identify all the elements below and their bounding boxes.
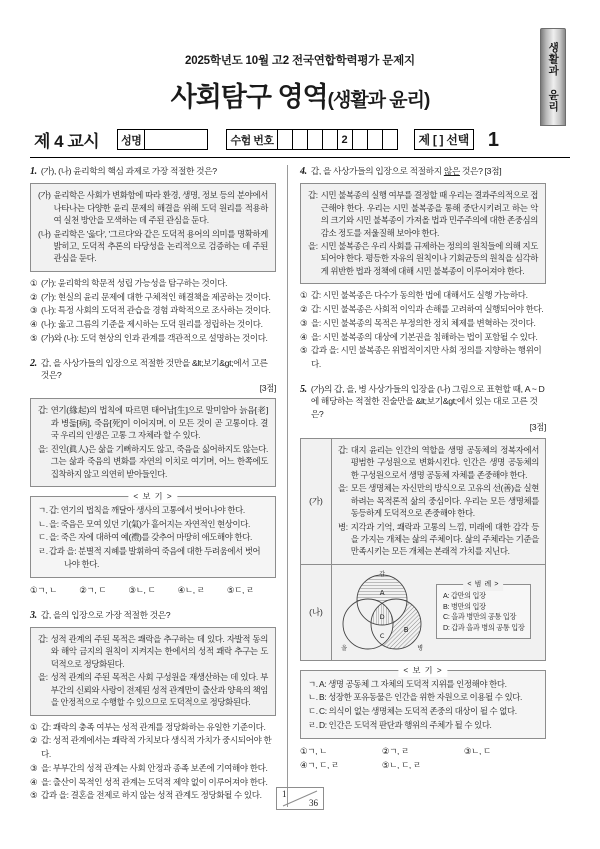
choice-marker: ①: [300, 746, 308, 757]
passage-tag: 을:: [38, 672, 48, 683]
passage-row: [38, 228, 268, 265]
passage-tag: 을:: [308, 240, 318, 251]
question-5-bogi-box: [300, 665, 546, 739]
question-2-bogi-box: [30, 491, 276, 578]
bogi-text: 갑: 연기의 법칙을 깨달아 생사의 고통에서 벗어나야 한다.: [49, 504, 245, 515]
page-indicator: [276, 787, 324, 810]
svg-text:B: B: [403, 625, 409, 634]
choice-marker: ①: [30, 721, 38, 732]
question-1-prompt: (가), (나) 윤리학의 핵심 과제로 가장 적절한 것은?: [40, 166, 217, 176]
bogi-marker: ㄴ.: [38, 518, 48, 529]
choice-marker: ③: [300, 317, 308, 328]
question-3: [30, 609, 276, 803]
choice-marker: ②: [30, 735, 38, 746]
choice-marker: ③: [30, 762, 38, 773]
question-1-choices: [30, 277, 276, 346]
choice-text: 을: 부부간의 성적 관계는 사회 안정과 종족 보존에 기여해야 한다.: [41, 762, 268, 773]
legend-item-a: A: 갑만의 입장: [443, 591, 486, 601]
subject-select-box[interactable]: 제 [ ] 선택: [414, 129, 474, 150]
passage-body: 시민 불복종의 실행 여부를 결정할 때 우리는 결과주의적으로 접근해야 한다. 우리는 시민 불복종을 통해 중단시키려고 하는 악의 크기와 시민 불복종이 가져올 법과 민주주의에 대한 존중심의 감소 정도를 저울질해 보아야 한다.: [320, 190, 538, 238]
passage-tag: 갑:: [338, 444, 348, 455]
choice-text: (가): 현실의 윤리 문제에 대한 구체적인 해결책을 제공하는 것이다.: [41, 291, 271, 302]
passage-row: [338, 482, 539, 519]
bogi-item: [38, 531, 268, 544]
choice-text: (나): 특정 사회의 도덕적 관습을 경험 과학적으로 조사하는 것이다.: [41, 305, 271, 316]
bogi-title: < 보 기 >: [398, 665, 447, 677]
choice-text: (가)와 (나): 도덕 현상의 인과 관계를 객관적으로 설명하는 것이다.: [41, 332, 268, 343]
bogi-item: [38, 545, 268, 558]
table-label-ga: (가): [301, 439, 332, 564]
passage-tag: 갑:: [38, 405, 48, 416]
paper-sheet: [30, 34, 570, 816]
choice-option[interactable]: [300, 745, 382, 759]
passage-row: [338, 521, 539, 558]
passage-tag: 갑:: [308, 190, 318, 201]
page-title: [30, 75, 570, 114]
exam-number-cell[interactable]: [368, 130, 383, 149]
choice-text: ㄴ, ㄹ: [184, 585, 205, 595]
choice-marker: ④: [30, 776, 38, 787]
question-5-points: [3점]: [529, 421, 546, 432]
choice-text: 을: 시민 불복종의 대상에 기본권을 침해하는 법이 포함될 수 있다.: [311, 331, 538, 342]
choice-option[interactable]: [30, 721, 276, 735]
prompt-negation: 않은: [443, 166, 460, 176]
left-column: [30, 165, 287, 807]
legend-item-c: C: 을과 병만의 공통 입장: [443, 612, 517, 622]
bogi-marker: ㄷ.: [38, 532, 48, 543]
choice-option[interactable]: [300, 759, 382, 773]
question-2-points: [3점]: [259, 383, 276, 394]
identification-row: [30, 127, 570, 152]
choice-marker: ③: [30, 305, 38, 316]
content-columns: [30, 165, 570, 807]
name-label: 성명: [118, 130, 145, 149]
question-2-choices: [30, 584, 276, 598]
exam-number-cell[interactable]: [293, 130, 308, 149]
question-4-prompt: [311, 165, 546, 179]
bogi-marker: ㄱ.: [38, 504, 48, 515]
choice-option[interactable]: [30, 734, 276, 762]
choice-option[interactable]: [300, 303, 546, 317]
question-4-choices: [300, 289, 546, 372]
header-divider: [30, 157, 570, 158]
legend-title: < 범 례 >: [463, 580, 503, 590]
svg-text:을: 을: [341, 644, 347, 652]
choice-option[interactable]: [30, 762, 276, 776]
choice-marker: ③: [463, 746, 472, 757]
passage-tag: (가): [38, 190, 51, 201]
choice-marker: ①: [300, 290, 308, 301]
passage-body: 시민 불복종은 우리 사회를 규제하는 정의의 원칙들에 의해 지도되어야 한다. 평등한 자유의 원칙이나 기회균등의 원칙을 심각하게 위반한 법과 정책에 대해 시민 불복종이 이루어져야 한다.: [320, 240, 538, 276]
choice-text: 을: 출산이 목적인 성적 관계는 도덕적 제약 없이 이루어져야 한다.: [41, 776, 268, 787]
choice-marker: ④: [177, 585, 185, 595]
choice-option[interactable]: [382, 759, 464, 773]
choice-marker: ①: [30, 585, 38, 595]
choice-option[interactable]: [382, 745, 464, 759]
svg-text:갑: 갑: [379, 570, 385, 578]
prompt-part: 갑, 을 사상가들의 입장으로 적절하지: [310, 166, 444, 176]
bogi-text: 갑과 을: 분별적 지혜를 발휘하여 죽음에 대한 두려움에서 벗어: [49, 545, 261, 556]
passage-body: 성적 관계의 주된 목적은 사회 구성원을 재생산하는 데 있다. 부부간의 신뢰와 사랑이 전제된 성적 관계만이 출산과 양육의 책임을 안정적으로 수행할 수 있으므로 도덕적으로 정당화된다.: [50, 672, 268, 708]
question-1-header: [30, 165, 276, 179]
subject-side-tab: [540, 28, 566, 126]
passage-row: [38, 633, 268, 670]
legend-item-b: B: 병만의 입장: [443, 601, 486, 611]
choice-option[interactable]: [30, 584, 79, 598]
table-label-na: (나): [301, 565, 332, 660]
passage-body: 성적 관계의 주된 목적은 쾌락을 추구하는 데 있다. 자발적 동의와 해악 금지의 원칙이 지켜지는 한에서의 성적 쾌락 추구는 도덕적으로 정당화된다.: [50, 633, 268, 669]
question-2-prompt: 갑, 을 사상가들의 입장으로 적절한 것만을 &lt;보기&gt;에서 고른 것은?: [40, 357, 268, 380]
choice-text: 갑과 을: 시민 불복종은 위법적이지만 사회 정의를 지향하는 행위이다.: [311, 345, 542, 370]
question-5-choices: [300, 745, 546, 773]
prompt-part: 것은? [3점]: [459, 166, 502, 176]
choice-text: ㄱ, ㄴ: [37, 585, 58, 595]
choice-option[interactable]: [464, 745, 546, 759]
choice-option[interactable]: [300, 317, 546, 331]
passage-body: 윤리학은 사회가 변화함에 따라 환경, 생명, 정보 등의 분야에서 나타나는 다양한 윤리 문제의 해결을 위해 도덕 원리를 적용하여 실천 방안을 모색하는 데 주된 관심을 둔다.: [53, 190, 268, 226]
legend-item-d: D: 갑과 을과 병의 공통 입장: [443, 622, 525, 632]
choice-text: ㄱ, ㄹ: [389, 746, 409, 757]
question-1: [30, 165, 276, 346]
bogi-text: D: 인간은 도덕적 판단과 행위의 주체가 될 수 있다.: [319, 719, 492, 730]
exam-header: [30, 52, 570, 114]
question-2-passage: [30, 398, 276, 487]
passage-tag: 을:: [338, 483, 348, 494]
choice-option[interactable]: [178, 584, 227, 598]
question-5-prompt: (가)의 갑, 을, 병 사상가들의 입장을 (나) 그림으로 표현할 때, A ~ D에 해당하는 적절한 진술만을 &lt;보기&gt;에서 있는 대로 고른 것은?: [310, 383, 545, 419]
choice-option[interactable]: [227, 584, 276, 598]
choice-text: 갑: 시민 불복종은 사회적 이익과 손해를 고려하여 실행되어야 한다.: [311, 304, 544, 315]
table-cell-statements: [332, 439, 545, 564]
choice-text: 갑: 시민 불복종은 다수가 동의한 법에 대해서도 실행 가능하다.: [311, 290, 528, 301]
passage-row: [38, 671, 268, 708]
choice-marker: ①: [30, 277, 38, 288]
choice-option[interactable]: [300, 344, 546, 372]
passage-tag: 갑:: [38, 633, 48, 644]
choice-option[interactable]: [30, 332, 276, 346]
bogi-text: C: 의식이 없는 생명체는 도덕적 존중의 대상이 될 수 없다.: [319, 706, 517, 717]
current-page-number: 1: [282, 789, 287, 799]
passage-row: [338, 444, 539, 481]
choice-marker: ⑤: [30, 332, 38, 343]
question-3-prompt: 갑, 을의 입장으로 가장 적절한 것은?: [40, 609, 171, 620]
question-1-number: 1.: [30, 166, 37, 177]
passage-tag: 을:: [38, 443, 48, 454]
choice-marker: ②: [79, 585, 87, 595]
passage-body: 모든 생명체는 자신만의 방식으로 고유의 선(善)을 실현하려는 목적론적 삶의 중심이다. 우리는 모든 생명체를 동등하게 도덕적으로 존중해야 한다.: [350, 483, 539, 519]
choice-text: ㄱ, ㄴ: [307, 746, 328, 757]
subject-title: 사회탐구 영역: [170, 82, 328, 112]
bogi-text-continued: 나야 한다.: [64, 559, 99, 570]
bogi-marker: ㄹ.: [38, 545, 48, 556]
total-page-number: 36: [309, 798, 318, 808]
bogi-item: [308, 678, 538, 691]
bogi-text: 을: 죽은 자에 대하여 예(禮)를 갖추어 마땅히 애도해야 한다.: [49, 532, 252, 543]
venn-legend: [436, 581, 531, 639]
question-4-header: [300, 165, 546, 179]
choice-text: (가): 윤리학의 학문적 성립 가능성을 탐구하는 것이다.: [41, 277, 228, 288]
bogi-marker: ㄷ.: [308, 706, 318, 717]
bogi-text: 을: 죽음은 모여 있던 기(氣)가 흩어지는 자연적인 현상이다.: [49, 518, 250, 529]
choice-text: 을: 시민 불복종의 목적은 부정의한 정치 체제를 변혁하는 것이다.: [311, 317, 536, 328]
choice-text: ㄴ, ㄷ, ㄹ: [389, 760, 421, 771]
bogi-marker: ㄴ.: [308, 692, 318, 703]
passage-body: 진인(眞人)은 삶을 기뻐하지도 않고, 죽음을 싫어하지도 않는다. 그는 삶과 죽음의 변화를 자연의 이치로 여기며, 어느 한쪽에도 집착하지 않고 의연히 받아들인다.: [50, 443, 268, 479]
bogi-item: [38, 504, 268, 517]
passage-row: [38, 443, 268, 480]
svg-text:D: D: [379, 612, 385, 621]
table-row: [301, 439, 545, 565]
choice-marker: ⑤: [226, 585, 235, 595]
passage-body: 대지 윤리는 인간의 역할을 생명 공동체의 정복자에서 평범한 구성원으로 변화시킨다. 인간은 생명 공동체의 한 구성원으로서 생명 공동체 자체를 존중해야 한다.: [350, 444, 539, 480]
passage-row: [308, 189, 538, 239]
choice-text: ㄷ, ㄹ: [234, 585, 254, 595]
exam-number-cell[interactable]: [278, 130, 293, 149]
choice-option[interactable]: [128, 584, 177, 598]
passage-row: [308, 240, 538, 277]
choice-option[interactable]: [30, 304, 276, 318]
passage-body: 지각과 기억, 쾌락과 고통의 느낌, 미래에 대한 감각 등을 가지는 개체는 삶의 주체이다. 삶의 주체라는 기준을 만족시키는 모든 개체는 본래적 가치를 지닌다.: [350, 521, 539, 557]
choice-text: ㄱ, ㄷ, ㄹ: [307, 760, 339, 771]
choice-text: 갑: 쾌락의 충족 여부는 성적 관계를 정당화하는 유일한 기준이다.: [41, 721, 266, 732]
passage-row: [38, 189, 268, 226]
choice-option[interactable]: [30, 291, 276, 305]
bogi-item: [308, 705, 538, 718]
choice-option[interactable]: [300, 331, 546, 345]
question-2-header: [30, 357, 276, 382]
question-5-number: 5.: [300, 383, 307, 395]
passage-tag: (나): [38, 228, 51, 239]
choice-marker: ②: [381, 746, 390, 757]
choice-text: ㄴ, ㄷ: [135, 585, 156, 595]
question-4: [300, 165, 546, 372]
exam-number-field[interactable]: [226, 129, 397, 150]
bogi-item: [38, 518, 268, 531]
choice-option[interactable]: [79, 584, 128, 598]
bogi-marker: ㄹ.: [308, 719, 318, 730]
exam-number-label: 수험 번호: [227, 130, 277, 149]
venn-diagram: [336, 570, 428, 654]
choice-marker: ④: [30, 319, 38, 330]
svg-text:A: A: [379, 588, 385, 597]
exam-subtitle: 2025학년도 10월 고2 전국연합학력평가 문제지: [185, 55, 415, 67]
exam-number-cell[interactable]: 2: [338, 130, 353, 149]
choice-text: ㄴ, ㄷ: [471, 746, 491, 757]
period-label: 제 4 교시: [34, 132, 100, 151]
venn-diagram-area: [332, 565, 545, 660]
choice-text: 갑과 을: 결혼을 전제로 하지 않는 성적 관계도 정당화될 수 있다.: [41, 790, 262, 801]
choice-text: ㄱ, ㄷ: [86, 585, 107, 595]
question-3-passage: [30, 627, 276, 716]
choice-marker: ③: [128, 585, 136, 595]
choice-option[interactable]: [30, 277, 276, 291]
passage-body: 연기(緣起)의 법칙에 따르면 태어남[生]으로 말미암아 늙음[老]과 병듦[病], 죽음[死]이 이어지며, 이 모든 것이 곧 고통이다. 결국 우리의 인생은 고통 그 자체라 할 수 있다.: [50, 405, 268, 441]
choice-text: (나): 옳고 그름의 기준을 제시하는 도덕 원리를 정립하는 것이다.: [41, 319, 263, 330]
question-3-number: 3.: [30, 609, 37, 621]
choice-marker: ②: [30, 291, 38, 302]
subject-subtitle: (생활과 윤리): [327, 90, 430, 111]
choice-marker: ②: [300, 304, 308, 315]
choice-marker: ⑤: [30, 790, 38, 801]
name-input[interactable]: [145, 130, 207, 149]
question-4-passage: [300, 183, 546, 284]
table-cell-diagram: [332, 565, 545, 660]
bogi-item: [308, 691, 538, 704]
page-footer: [30, 787, 570, 810]
choice-option[interactable]: [300, 289, 546, 303]
bogi-text: B: 성장한 포유동물은 인간을 위한 자원으로 이용될 수 있다.: [319, 692, 523, 703]
question-4-number: 4.: [300, 166, 307, 177]
bogi-item: [308, 719, 538, 732]
bogi-text: A: 생명 공동체 그 자체의 도덕적 지위를 인정해야 한다.: [319, 678, 507, 689]
side-tab-label: 생활과 윤리: [547, 41, 560, 113]
choice-marker: ⑤: [300, 345, 308, 356]
table-row: [301, 565, 545, 660]
question-3-header: [30, 609, 276, 623]
svg-text:병: 병: [417, 644, 423, 652]
exam-number-cell[interactable]: [383, 130, 397, 149]
choice-marker: ④: [300, 331, 308, 342]
exam-number-cell[interactable]: [323, 130, 338, 149]
question-2-number: 2.: [30, 357, 37, 369]
passage-tag: 병:: [338, 521, 348, 532]
choice-text: 갑: 성적 관계에서는 쾌락적 가치보다 생식적 가치가 중시되어야 한다.: [41, 735, 272, 760]
question-1-passage: [30, 183, 276, 272]
passage-row: [38, 404, 268, 441]
question-5-header: [300, 383, 546, 420]
bogi-title: < 보 기 >: [128, 491, 177, 503]
question-2: [30, 357, 276, 598]
venn-diagram-svg: [336, 570, 428, 654]
right-column: [287, 165, 546, 807]
choice-option[interactable]: [30, 318, 276, 332]
question-5-table: [300, 438, 546, 661]
page-number-large: 1: [487, 128, 499, 151]
choice-marker: ④: [300, 760, 308, 771]
exam-number-cell[interactable]: [308, 130, 323, 149]
bogi-marker: ㄱ.: [308, 678, 318, 689]
svg-text:C: C: [379, 631, 385, 640]
passage-body: 윤리학은 '옳다', '그르다'와 같은 도덕적 용어의 의미를 명확하게 밝히고, 도덕적 추론의 타당성을 논리적으로 검증하는 데 주된 관심을 둔다.: [53, 228, 268, 264]
exam-number-grid[interactable]: [278, 130, 397, 149]
exam-number-cell[interactable]: [353, 130, 368, 149]
question-5: [300, 383, 546, 773]
choice-marker: ⑤: [381, 760, 390, 771]
name-field[interactable]: [117, 129, 208, 150]
